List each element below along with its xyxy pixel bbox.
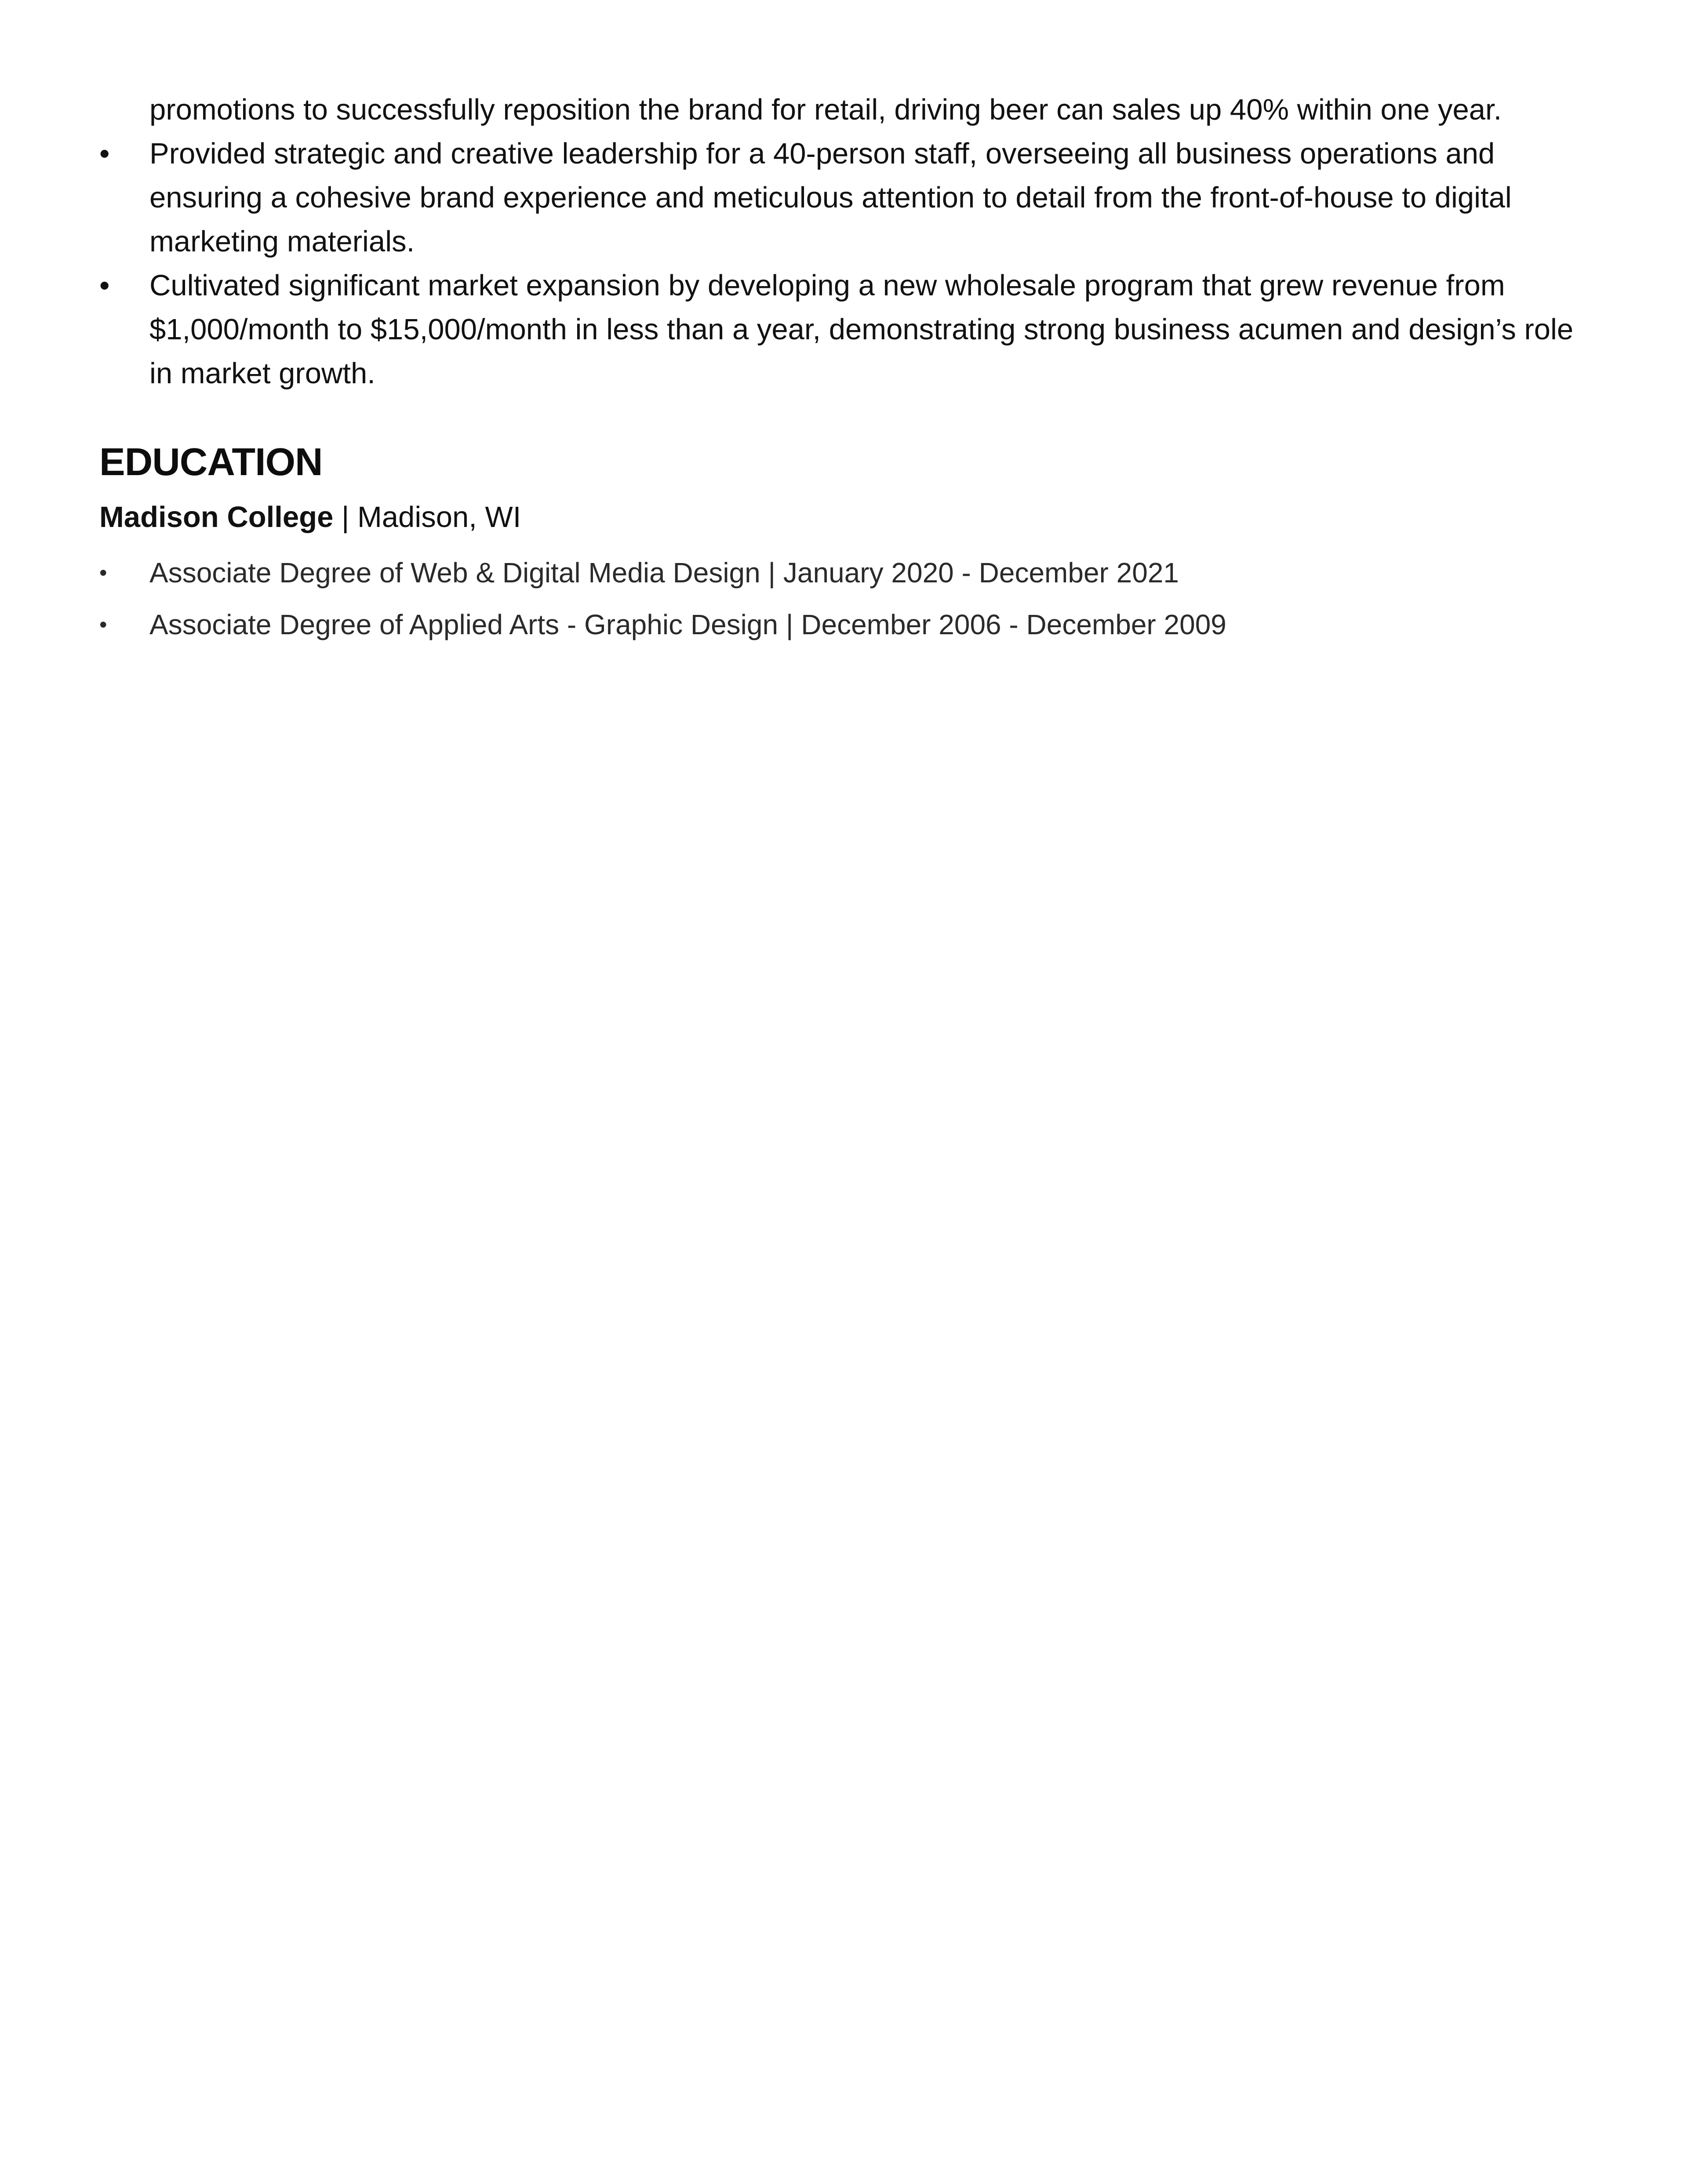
experience-bullet: [99, 264, 1603, 396]
bullet-dot-icon: •: [99, 612, 107, 637]
degree-text: Associate Degree of Applied Arts - Graphic Design | December 2006 - December 2009: [149, 609, 1226, 640]
page-content: [99, 88, 1603, 650]
education-heading: EDUCATION: [99, 440, 323, 483]
bullet-dot-icon: •: [99, 560, 107, 585]
experience-bullet-text: Provided strategic and creative leadership for a 40-person staff, overseeing all business operations and ensuring a cohesive brand experience and meticulous attention to detail from the front-of-house to digital marketing materials.: [149, 137, 1512, 258]
experience-bullet-list: [99, 88, 1603, 396]
experience-bullet-continuation: [99, 88, 1603, 132]
experience-bullet-continuation-text: promotions to successfully reposition the brand for retail, driving beer can sales up 40% within one year.: [149, 93, 1502, 126]
degree-item: [99, 599, 1603, 650]
school-name: Madison College: [99, 501, 334, 534]
experience-bullet-text: Cultivated significant market expansion by developing a new wholesale program that grew revenue from $1,000/month to $15,000/month in less than a year, demonstrating strong business acumen and design’s role in market growth.: [149, 269, 1574, 390]
degree-list: [99, 547, 1603, 650]
school-line: [99, 498, 1603, 537]
experience-bullet: [99, 132, 1603, 264]
school-separator: |: [333, 501, 357, 534]
degree-item: [99, 547, 1603, 599]
bullet-dot-icon: •: [99, 269, 110, 302]
degree-text: Associate Degree of Web & Digital Media Design | January 2020 - December 2021: [149, 557, 1179, 589]
bullet-dot-icon: •: [99, 137, 110, 170]
school-location: Madison, WI: [357, 501, 521, 534]
